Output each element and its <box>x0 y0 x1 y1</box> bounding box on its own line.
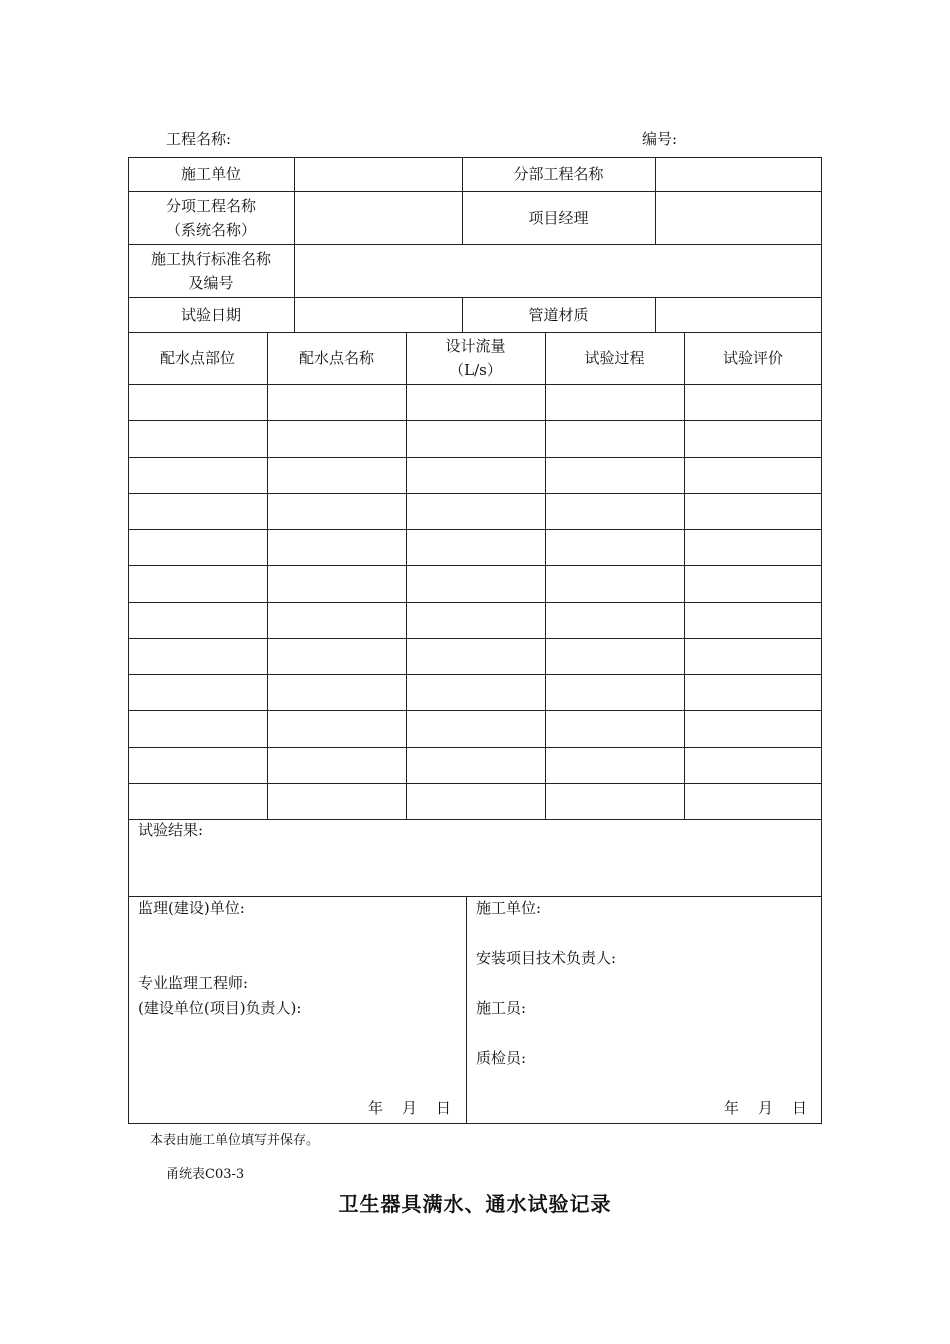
col-header-location: 配水点部位 <box>159 349 235 367</box>
construction-unit-sign-label: 施工单位: <box>476 899 542 917</box>
standard-name-label: 施工执行标准名称 及编号 <box>150 249 271 292</box>
row-divider <box>128 638 822 639</box>
table-cell[interactable] <box>546 675 683 709</box>
col-header-process: 试验过程 <box>584 349 645 367</box>
table-cell[interactable] <box>129 784 266 818</box>
table-cell[interactable] <box>685 458 821 492</box>
table-cell[interactable] <box>268 385 405 419</box>
table-cell[interactable] <box>407 675 544 709</box>
row-divider <box>128 493 822 494</box>
table-cell[interactable] <box>407 711 544 745</box>
construction-unit-label: 施工单位 <box>180 165 241 183</box>
document-title: 卫生器具满水、通水试验记录 <box>338 1192 612 1216</box>
col-divider <box>466 896 467 1124</box>
table-cell[interactable] <box>685 639 821 673</box>
col-divider <box>267 332 268 819</box>
table-cell[interactable] <box>268 458 405 492</box>
border-bottom <box>128 1123 822 1124</box>
project-name-label: 工程名称: <box>166 130 232 148</box>
constructor-label: 施工员: <box>476 999 527 1017</box>
table-cell[interactable] <box>129 494 266 528</box>
standard-name-field[interactable] <box>295 245 820 296</box>
table-cell[interactable] <box>268 748 405 782</box>
install-tech-lead-label: 安装项目技术负责人: <box>476 949 617 967</box>
table-cell[interactable] <box>685 385 821 419</box>
table-cell[interactable] <box>546 494 683 528</box>
table-cell[interactable] <box>546 385 683 419</box>
table-cell[interactable] <box>685 530 821 564</box>
row-divider <box>128 529 822 530</box>
table-cell[interactable] <box>129 421 266 455</box>
construction-unit-field[interactable] <box>295 158 461 190</box>
table-cell[interactable] <box>268 784 405 818</box>
col-divider <box>684 332 685 819</box>
col-divider <box>545 332 546 819</box>
table-cell[interactable] <box>407 748 544 782</box>
table-cell[interactable] <box>129 603 266 637</box>
row-divider <box>128 783 822 784</box>
table-cell[interactable] <box>129 385 266 419</box>
quality-inspector-label: 质检员: <box>476 1049 527 1067</box>
table-cell[interactable] <box>685 494 821 528</box>
row-divider <box>128 565 822 566</box>
table-cell[interactable] <box>129 675 266 709</box>
test-record-form <box>128 157 822 1124</box>
table-cell[interactable] <box>546 639 683 673</box>
owner-responsible-label: (建设单位(项目)负责人): <box>138 999 302 1017</box>
table-cell[interactable] <box>546 603 683 637</box>
project-manager-label: 项目经理 <box>528 208 589 227</box>
table-cell[interactable] <box>268 530 405 564</box>
table-cell[interactable] <box>268 566 405 600</box>
test-result-label: 试验结果: <box>138 821 204 839</box>
test-date-label: 试验日期 <box>180 305 241 324</box>
border-right <box>821 157 822 1124</box>
table-cell[interactable] <box>407 639 544 673</box>
table-cell[interactable] <box>685 675 821 709</box>
table-cell[interactable] <box>129 748 266 782</box>
table-cell[interactable] <box>268 494 405 528</box>
table-cell[interactable] <box>407 566 544 600</box>
table-cell[interactable] <box>546 711 683 745</box>
test-date-field[interactable] <box>295 298 461 331</box>
row-divider <box>128 602 822 603</box>
table-cell[interactable] <box>685 711 821 745</box>
col-header-flow: 设计流量 （L/s） <box>445 337 506 379</box>
table-cell[interactable] <box>129 530 266 564</box>
table-cell[interactable] <box>129 566 266 600</box>
row-divider <box>128 674 822 675</box>
col-header-name: 配水点名称 <box>298 349 374 367</box>
table-cell[interactable] <box>546 566 683 600</box>
table-cell[interactable] <box>546 748 683 782</box>
item-project-name-field[interactable] <box>295 192 461 243</box>
table-cell[interactable] <box>546 784 683 818</box>
sub-project-name-label: 分部工程名称 <box>513 165 604 183</box>
table-cell[interactable] <box>407 784 544 818</box>
footnote: 本表由施工单位填写并保存。 <box>150 1133 320 1148</box>
table-cell[interactable] <box>407 530 544 564</box>
col-header-evaluation: 试验评价 <box>722 349 783 367</box>
table-cell[interactable] <box>129 639 266 673</box>
row-divider <box>128 747 822 748</box>
sub-project-name-field[interactable] <box>656 158 820 190</box>
table-cell[interactable] <box>407 421 544 455</box>
table-cell[interactable] <box>268 603 405 637</box>
table-cell[interactable] <box>129 711 266 745</box>
pipe-material-label: 管道材质 <box>528 305 589 324</box>
table-cell[interactable] <box>268 639 405 673</box>
row-divider <box>128 420 822 421</box>
pipe-material-field[interactable] <box>656 298 820 331</box>
row-divider <box>128 710 822 711</box>
table-cell[interactable] <box>546 530 683 564</box>
table-cell[interactable] <box>129 458 266 492</box>
supervision-engineer-label: 专业监理工程师: <box>138 974 249 992</box>
test-result-field[interactable] <box>129 843 821 895</box>
table-cell[interactable] <box>268 711 405 745</box>
table-cell[interactable] <box>685 784 821 818</box>
supervision-unit-label: 监理(建设)单位: <box>138 899 245 917</box>
table-cell[interactable] <box>407 494 544 528</box>
row-divider <box>128 457 822 458</box>
table-cell[interactable] <box>268 421 405 455</box>
serial-number-label: 编号: <box>642 130 678 148</box>
item-project-name-label: 分项工程名称 （系统名称） <box>165 196 256 239</box>
table-cell[interactable] <box>685 421 821 455</box>
right-date-label: 年 月 日 <box>724 1099 810 1117</box>
table-cell[interactable] <box>407 458 544 492</box>
table-cell[interactable] <box>268 675 405 709</box>
table-cell[interactable] <box>407 385 544 419</box>
form-code: 甬统表C03-3 <box>166 1167 245 1182</box>
table-cell[interactable] <box>546 458 683 492</box>
table-cell[interactable] <box>407 603 544 637</box>
left-date-label: 年 月 日 <box>368 1099 454 1117</box>
table-cell[interactable] <box>685 603 821 637</box>
project-manager-field[interactable] <box>656 192 820 243</box>
table-cell[interactable] <box>685 566 821 600</box>
row-divider <box>128 819 822 820</box>
table-cell[interactable] <box>685 748 821 782</box>
col-divider <box>406 332 407 819</box>
table-cell[interactable] <box>546 421 683 455</box>
